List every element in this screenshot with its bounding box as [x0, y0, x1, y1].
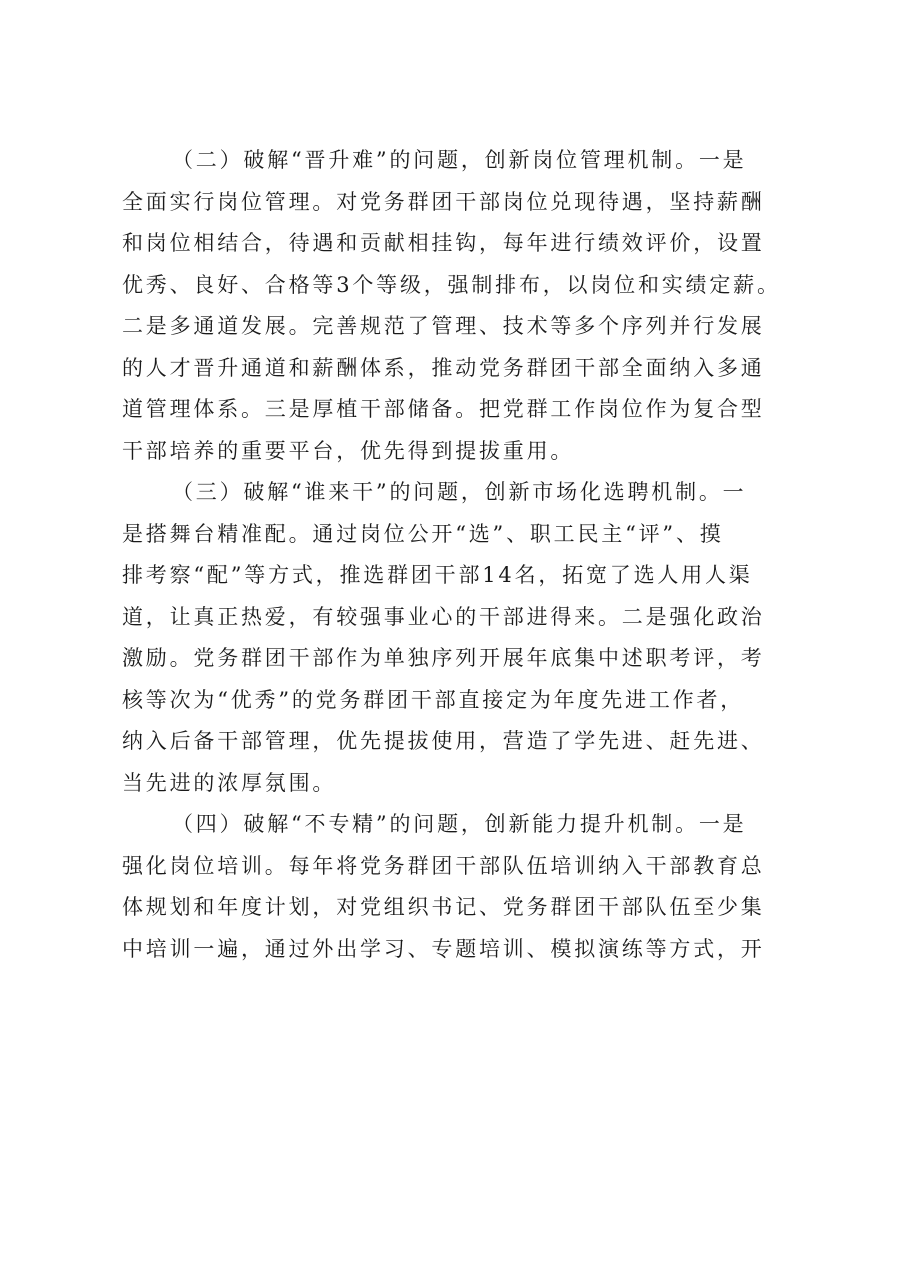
- text-line: 纳入后备干部管理，优先提拔使用，营造了学先进、赶先进、: [122, 729, 765, 753]
- text-line: 道，让真正热爱，有较强事业心的干部进得来。二是强化政治: [122, 604, 765, 629]
- text-line: 道管理体系。三是厚植干部储备。把党群工作岗位作为复合型: [122, 397, 765, 421]
- text-line: 核等次为“优秀”的党务群团干部直接定为年度先进工作者，: [122, 687, 745, 712]
- text-line: 中培训一遍，通过外出学习、专题培训、模拟演练等方式，开: [122, 936, 765, 961]
- text-line: 体规划和年度计划，对党组织书记、党务群团干部队伍至少集: [122, 895, 765, 919]
- paragraph-capability: [122, 804, 810, 970]
- text-line: 的人才晋升通道和薪酬体系，推动党务群团干部全面纳入多通: [122, 355, 765, 380]
- text-line: 全面实行岗位管理。对党务群团干部岗位兑现待遇，坚持薪酬: [122, 189, 765, 214]
- text-line: （四）破解“不专精”的问题，创新能力提升机制。一是: [172, 812, 747, 836]
- text-line: 干部培养的重要平台，优先得到提拔重用。: [122, 438, 575, 463]
- paragraph-promotion: [122, 140, 810, 472]
- text-line: 激励。党务群团干部作为单独序列开展年底集中述职考评，考: [122, 646, 765, 670]
- text-line: 二是多通道发展。完善规范了管理、技术等多个序列并行发展: [122, 314, 765, 338]
- text-line: 是搭舞台精准配。通过岗位公开“选”、职工民主“评”、摸: [122, 521, 724, 546]
- text-line: 和岗位相结合，待遇和贡献相挂钩，每年进行绩效评价，设置: [122, 231, 765, 255]
- text-line: 排考察“配”等方式，推选群团干部14名，拓宽了选人用人渠: [122, 563, 753, 587]
- text-line: 当先进的浓厚氛围。: [122, 770, 337, 795]
- text-line: （二）破解“晋升难”的问题，创新岗位管理机制。一是: [172, 148, 747, 172]
- text-line: 强化岗位培训。每年将党务群团干部队伍培训纳入干部教育总: [122, 853, 765, 878]
- text-line: （三）破解“谁来干”的问题，创新市场化选聘机制。一: [172, 480, 747, 504]
- paragraph-selection: [122, 472, 810, 804]
- document-body: [122, 140, 810, 970]
- text-line: 优秀、良好、合格等3个等级，强制排布，以岗位和实绩定薪。: [122, 272, 781, 297]
